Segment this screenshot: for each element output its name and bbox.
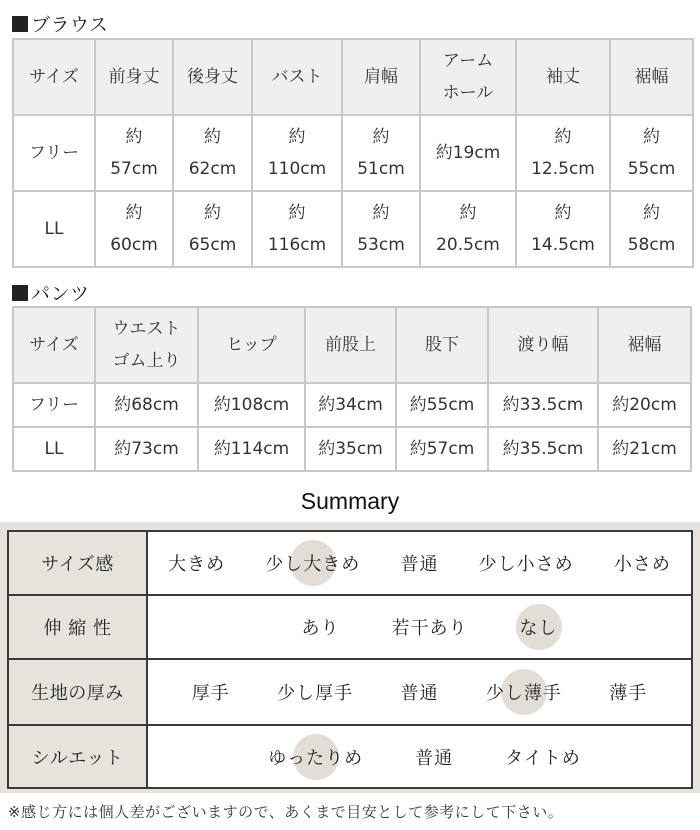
measure-cell: 約 116cm xyxy=(252,191,342,267)
size-label-cell: フリー xyxy=(13,115,95,191)
measure-cell: 約108cm xyxy=(198,383,305,427)
measure-cell: 約33.5cm xyxy=(488,383,598,427)
summary-option: 若干あり xyxy=(391,618,468,639)
header-cell: サイズ xyxy=(13,39,95,115)
pants-header-row xyxy=(13,307,691,383)
measure-cell: 約35.5cm xyxy=(488,427,598,471)
measure-cell: 約21cm xyxy=(598,427,691,471)
blouse-size-table xyxy=(12,38,694,268)
measure-cell: 約114cm xyxy=(198,427,305,471)
measure-cell: 約 55cm xyxy=(610,115,693,191)
size-label-cell: LL xyxy=(13,427,95,471)
measure-cell: 約 60cm xyxy=(95,191,173,267)
header-cell: 前股上 xyxy=(305,307,396,383)
summary-option-selected: 少し大きめ xyxy=(265,550,360,576)
summary-options-cell xyxy=(147,531,692,595)
summary-table xyxy=(7,530,693,789)
summary-label: 生地の厚み xyxy=(8,659,147,725)
header-cell: 渡り幅 xyxy=(488,307,598,383)
summary-option-selected: なし xyxy=(520,614,558,640)
summary-options-cell xyxy=(147,595,692,659)
measure-cell: 約 57cm xyxy=(95,115,173,191)
table-row xyxy=(13,191,693,267)
header-cell: 後身丈 xyxy=(173,39,252,115)
header-cell: バスト xyxy=(252,39,342,115)
summary-label: サイズ感 xyxy=(8,531,147,595)
table-row xyxy=(13,383,691,427)
summary-row-thickness xyxy=(8,659,692,725)
measure-cell: 約55cm xyxy=(396,383,488,427)
measure-cell: 約73cm xyxy=(95,427,198,471)
summary-title: Summary xyxy=(300,488,400,514)
measure-cell: 約 53cm xyxy=(342,191,420,267)
summary-row-stretch xyxy=(8,595,692,659)
table-row xyxy=(13,427,691,471)
summary-option: タイトめ xyxy=(505,747,581,769)
header-cell: 股下 xyxy=(396,307,488,383)
header-cell: 裾幅 xyxy=(598,307,691,383)
summary-row-silhouette xyxy=(8,725,692,788)
header-cell: サイズ xyxy=(13,307,95,383)
summary-option-selected: ゆったりめ xyxy=(268,744,363,770)
measure-cell: 約57cm xyxy=(396,427,488,471)
summary-option: 大きめ xyxy=(168,554,226,575)
square-bullet-icon xyxy=(12,285,28,301)
header-cell: ウエスト ゴム上り xyxy=(95,307,198,383)
pants-section-title xyxy=(12,279,90,306)
header-cell: 前身丈 xyxy=(95,39,173,115)
blouse-header-row xyxy=(13,39,693,115)
measure-cell: 約 20.5cm xyxy=(420,191,516,267)
pants-size-table xyxy=(12,306,692,472)
size-feel-options xyxy=(148,532,691,594)
footnote: ※感じ方には個人差がございますので、あくまで目安として参考にして下さい。 xyxy=(8,803,564,821)
table-row xyxy=(13,115,693,191)
pants-title-text: パンツ xyxy=(31,283,90,305)
header-cell: 裾幅 xyxy=(610,39,693,115)
measure-cell: 約 14.5cm xyxy=(516,191,610,267)
measure-cell: 約 62cm xyxy=(173,115,252,191)
header-cell: アーム ホール xyxy=(420,39,516,115)
header-cell: 袖丈 xyxy=(516,39,610,115)
summary-option: 少し厚手 xyxy=(277,683,354,704)
summary-label: 伸 縮 性 xyxy=(8,595,147,659)
measure-cell: 約20cm xyxy=(598,383,691,427)
measure-cell: 約34cm xyxy=(305,383,396,427)
silhouette-options xyxy=(148,726,691,787)
measure-cell: 約35cm xyxy=(305,427,396,471)
measure-cell: 約68cm xyxy=(95,383,198,427)
summary-option: 普通 xyxy=(400,554,439,575)
summary-option: あり xyxy=(301,618,340,639)
header-cell: 肩幅 xyxy=(342,39,420,115)
size-label-cell: フリー xyxy=(13,383,95,427)
blouse-section-title xyxy=(12,10,108,37)
measure-cell: 約 51cm xyxy=(342,115,420,191)
summary-options-cell xyxy=(147,725,692,788)
summary-option: 普通 xyxy=(400,683,439,704)
summary-label: シルエット xyxy=(8,725,147,788)
summary-option: 厚手 xyxy=(191,683,230,704)
summary-option: 少し小さめ xyxy=(478,554,574,575)
summary-option-selected: 少し薄手 xyxy=(486,679,562,705)
measure-cell: 約 65cm xyxy=(173,191,252,267)
size-label-cell: LL xyxy=(13,191,95,267)
summary-options-cell xyxy=(147,659,692,725)
summary-panel xyxy=(0,522,700,793)
measure-cell: 約 110cm xyxy=(252,115,342,191)
header-cell: ヒップ xyxy=(198,307,305,383)
summary-option: 薄手 xyxy=(609,683,648,704)
summary-option: 普通 xyxy=(415,747,454,769)
square-bullet-icon xyxy=(12,16,28,32)
summary-row-size-feel xyxy=(8,531,692,595)
measure-cell: 約 12.5cm xyxy=(516,115,610,191)
measure-cell: 約 58cm xyxy=(610,191,693,267)
summary-option: 小さめ xyxy=(613,554,671,575)
blouse-title-text: ブラウス xyxy=(31,14,109,36)
stretch-options xyxy=(148,596,691,658)
measure-cell: 約19cm xyxy=(420,115,516,191)
thickness-options xyxy=(148,660,691,724)
